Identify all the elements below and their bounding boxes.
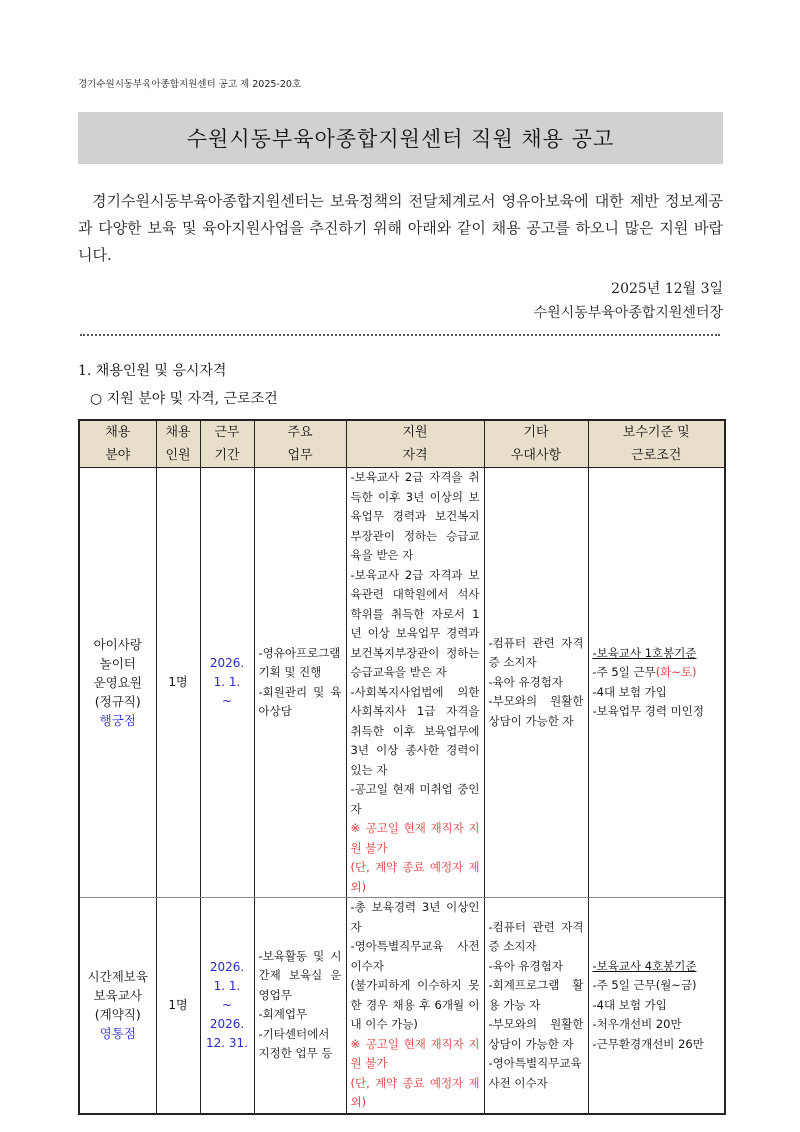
- warning-note: ※ 공고일 현재 재직자 지원 불가: [350, 821, 480, 855]
- field-cell: 아이사랑 놀이터 운영요원 (정규직) 행궁점: [79, 468, 156, 898]
- intro-text: 경기수원시동부육아종합지원센터는 보육정책의 전달체계로서 영유아보육에 대한 제반 정보제공과 다양한 보육 및 육아지원사업을 추진하기 위해 아래와 같이 채용 공고를 하오니 많은 지원 바랍니다.: [78, 192, 723, 264]
- warning-note: (단, 계약 종료 예정자 제외): [350, 860, 480, 894]
- period-cell: 2026. 1. 1. ~ 2026. 12. 31.: [200, 898, 254, 1114]
- intro-paragraph: [78, 188, 723, 269]
- signer: 수원시동부육아종합지원센터장: [533, 305, 723, 321]
- conditions-cell: -보육교사 1호봉기준 -주 5일 근무(화~토) -4대 보험 가입 -보육업무 경력 미인정: [588, 468, 725, 898]
- table-header-row: [79, 420, 725, 468]
- table-row: [79, 898, 725, 1114]
- branch-name: 영통점: [99, 1026, 136, 1042]
- duties-cell: -보육활동 및 시간제 보육실 운영업무 -회계업무 -기타센터에서 지정한 업무 등: [254, 898, 346, 1114]
- header-duties: 주요 업무: [254, 420, 346, 468]
- recruitment-table: [78, 419, 726, 1115]
- headcount-cell: 1명: [156, 898, 200, 1114]
- period-cell: 2026. 1. 1. ~: [200, 468, 254, 898]
- header-conditions: 보수기준 및 근로조건: [588, 420, 725, 468]
- section-heading: 1. 채용인원 및 응시자격: [78, 363, 227, 379]
- page-title: 수원시동부육아종합지원센터 직원 채용 공고: [186, 127, 615, 151]
- branch-name: 행궁점: [99, 713, 136, 728]
- headcount-cell: 1명: [156, 468, 200, 898]
- dotted-divider: [80, 334, 720, 336]
- table-row: [79, 468, 725, 898]
- page-title-bar: [78, 112, 723, 164]
- conditions-cell: -보육교사 4호봉기준 -주 5일 근무(월~금) -4대 보험 가입 -처우개선비 20만 -근무환경개선비 26만: [588, 898, 725, 1114]
- preferences-cell: -컴퓨터 관련 자격증 소지자 -육아 유경험자 -부모와의 원활한 상담이 가능한 자: [484, 468, 588, 898]
- announcement-date: 2025년 12월 3일: [611, 281, 723, 297]
- header-field: 채용 분야: [79, 420, 156, 468]
- preferences-cell: -컴퓨터 관련 자격증 소지자 -육아 유경험자 -회계프로그램 활용 가능 자 -부모와의 원활한 상담이 가능한 자 -영아특별직무교육 사전 이수자: [484, 898, 588, 1114]
- subsection-heading: ○ 지원 분야 및 자격, 근로조건: [90, 391, 278, 407]
- warning-note: ※ 공고일 현재 재직자 지원 불가: [350, 1036, 480, 1070]
- header-qualifications: 지원 자격: [346, 420, 484, 468]
- qualifications-cell: -보육교사 2급 자격을 취득한 이후 3년 이상의 보육업무 경력과 보건복지부장관이 정하는 승급교육을 받은 자 -보육교사 2급 자격과 보육관련 대학원에서 석사학위를 취득한 자로서 1년 이상 보육업무 경력과 보건복지부장관이 정하는 승급교육을 받은 자 -사회복지사업법에 의한 사회복지사 1급 자격을 취득한 이후 보육업무에 3년 이상 종사한 경력이 있는 자 -공고일 현재 미취업 중인 자 ※ 공고일 현재 재직자 지원 불가 (단, 계약 종료 예정자 제외): [346, 468, 484, 898]
- header-period: 근무 기간: [200, 420, 254, 468]
- warning-note: (단, 계약 종료 예정자 제외): [350, 1075, 480, 1109]
- header-preferences: 기타 우대사항: [484, 420, 588, 468]
- duties-cell: -영유아프로그램 기획 및 진행 -회원관리 및 육아상담: [254, 468, 346, 898]
- header-headcount: 채용 인원: [156, 420, 200, 468]
- qualifications-cell: -총 보육경력 3년 이상인 자 -영아특별직무교육 사전 이수자 (불가피하게 이수하지 못한 경우 채용 후 6개월 이내 이수 가능) ※ 공고일 현재 재직자 지원 불가 (단, 계약 종료 예정자 제외): [346, 898, 484, 1114]
- document-number: 경기수원시동부육아종합지원센터 공고 제 2025-20호: [78, 79, 302, 90]
- field-cell: 시간제보육 보육교사 (계약직) 영통점: [79, 898, 156, 1114]
